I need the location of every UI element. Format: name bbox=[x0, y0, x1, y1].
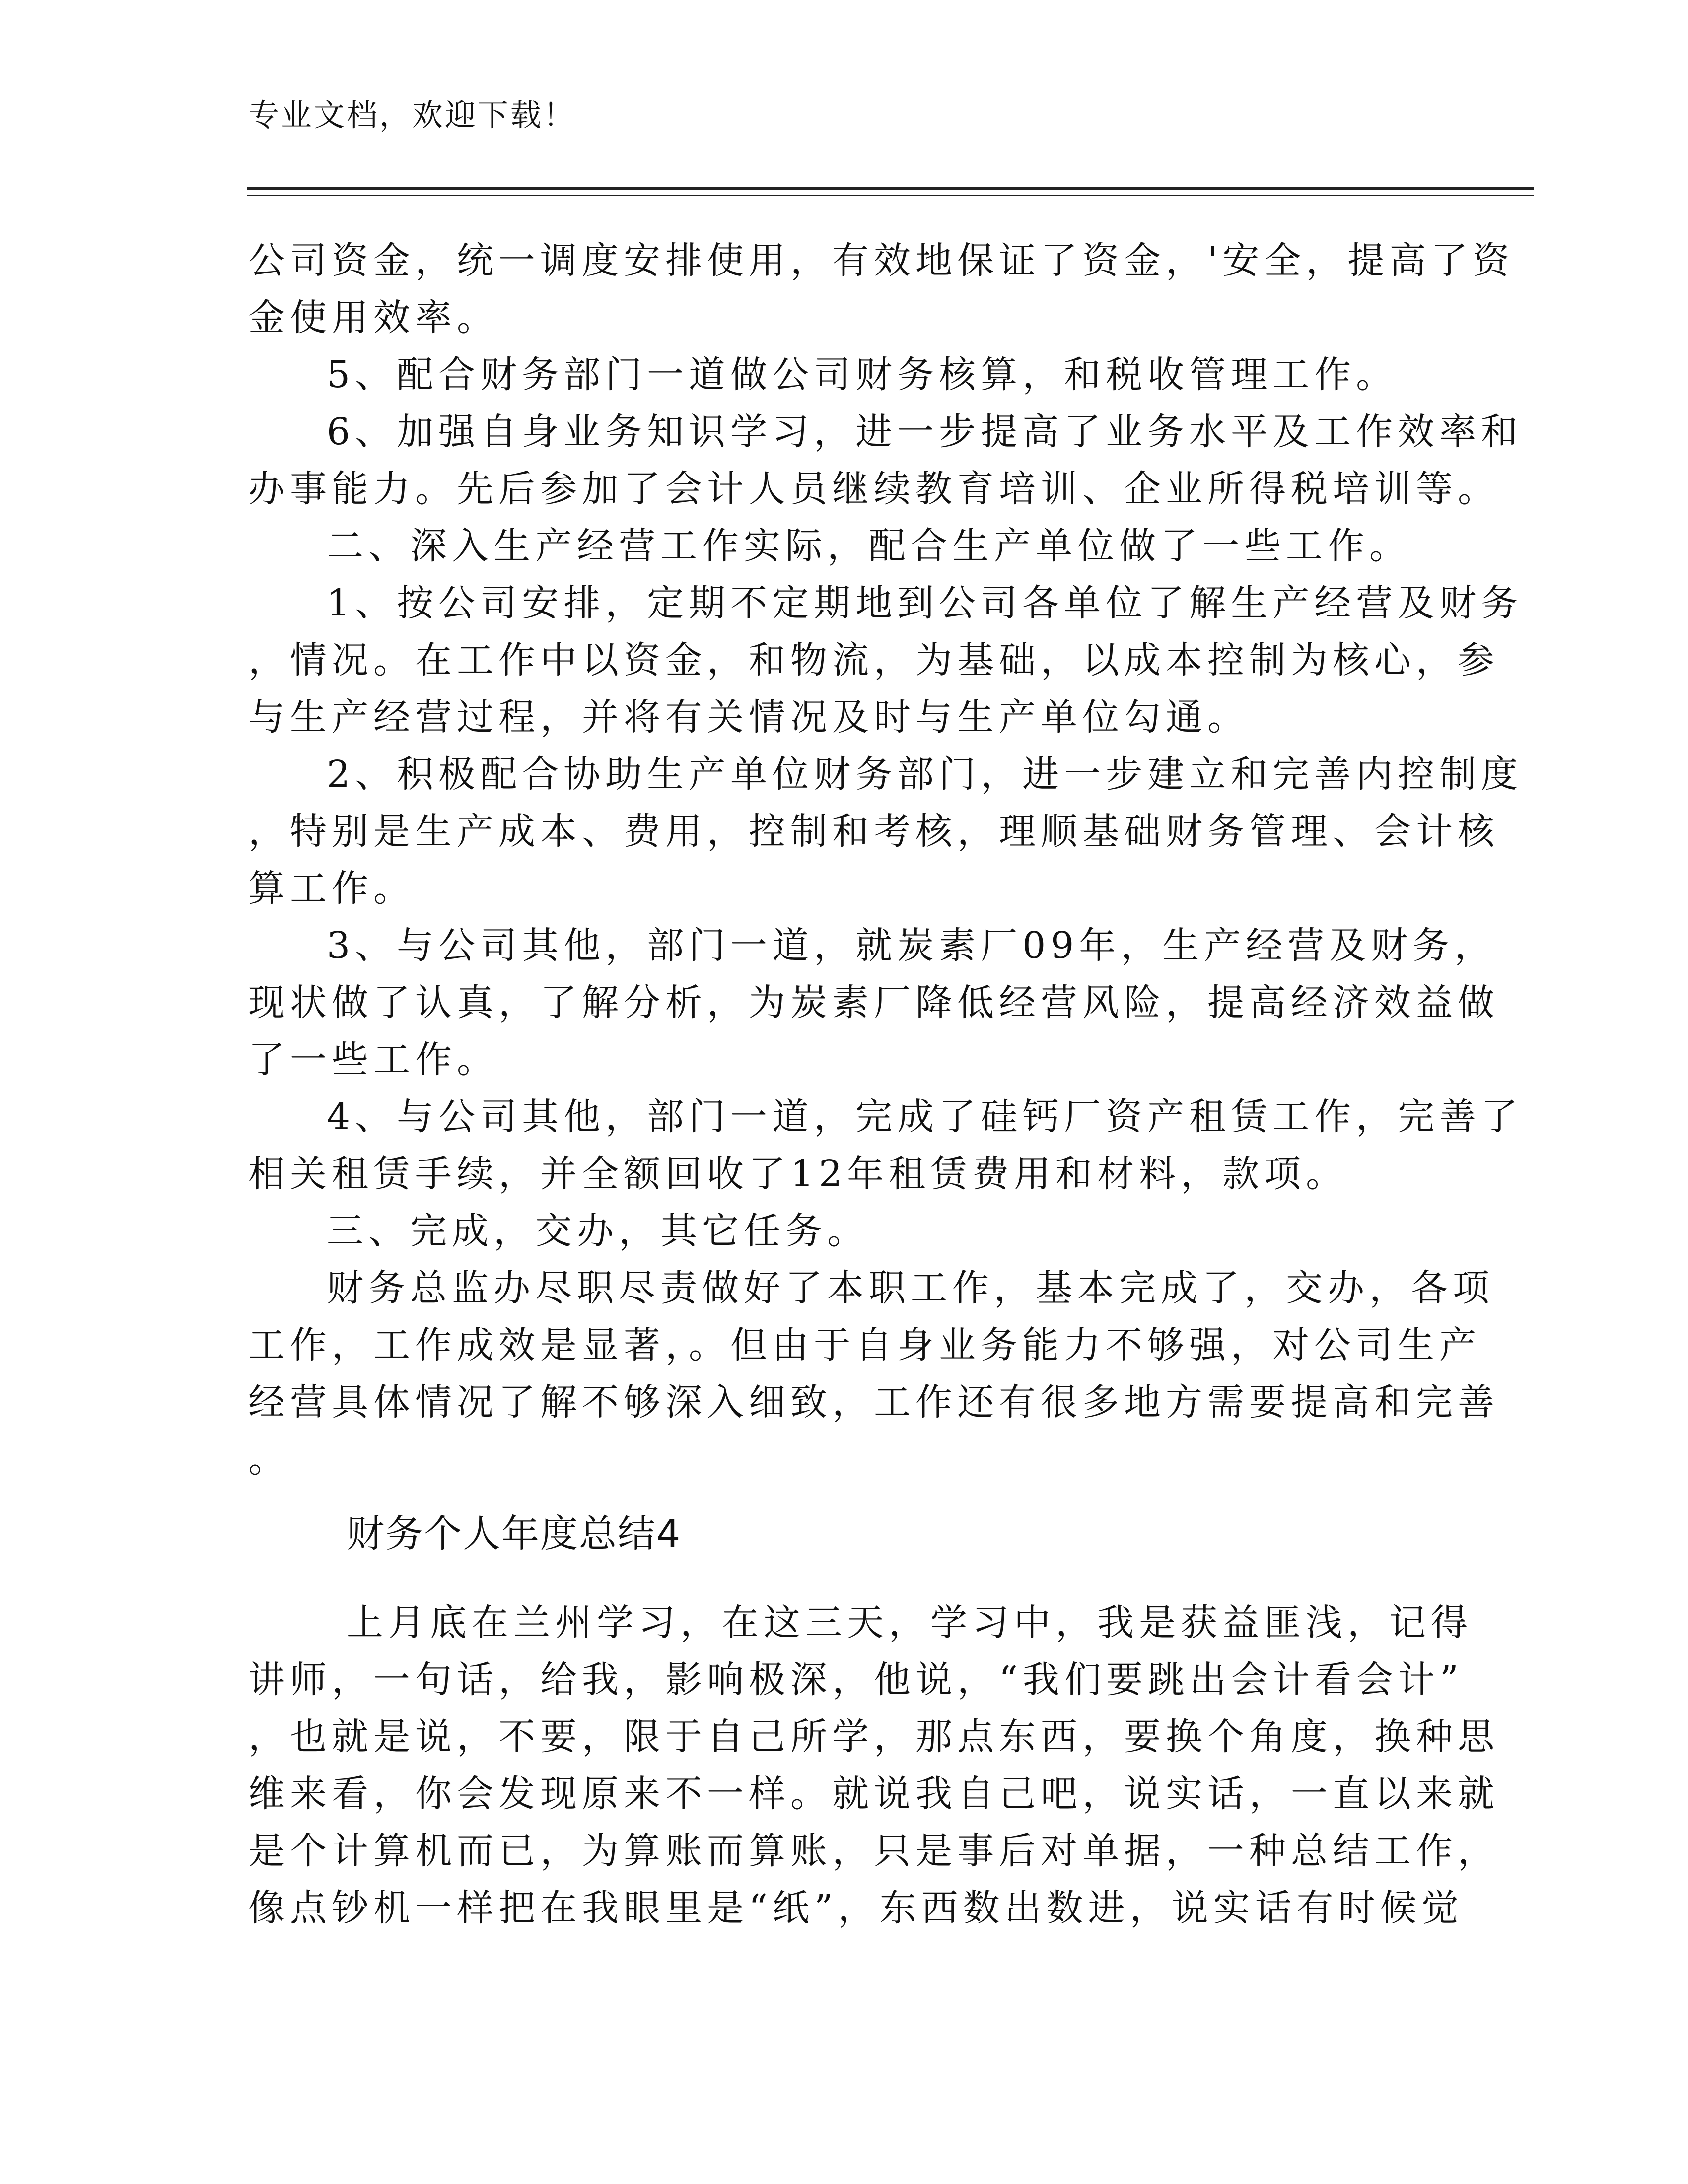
text-line: 二、深入生产经营工作实际，配合生产单位做了一些工作。 bbox=[327, 525, 1411, 567]
text-line: ，也就是说，不要，限于自己所学，那点东西，要换个角度，换种思 bbox=[248, 1715, 1499, 1758]
text-line: ，情况。在工作中以资金，和物流，为基础，以成本控制为核心，参 bbox=[248, 639, 1499, 682]
text-line: 公司资金，统一调度安排使用，有效地保证了资金，'安全，提高了资 bbox=[248, 239, 1515, 282]
text-line: 2、积极配合协助生产单位财务部门，进一步建立和完善内控制度 bbox=[327, 753, 1523, 796]
text-line: 像点钞机一样把在我眼里是“纸”，东西数出数进，说实话有时候觉 bbox=[248, 1887, 1464, 1929]
text-line: 讲师，一句话，给我，影响极深，他说，“我们要跳出会计看会计” bbox=[248, 1658, 1464, 1701]
text-line: 相关租赁手续，并全额回收了12年租赁费用和材料，款项。 bbox=[248, 1153, 1348, 1195]
text-line: 维来看，你会发现原来不一样。就说我自己吧，说实话，一直以来就 bbox=[248, 1773, 1499, 1815]
text-line: 上月底在兰州学习，在这三天，学习中，我是获益匪浅，记得 bbox=[347, 1601, 1473, 1644]
text-line: ，特别是生产成本、费用，控制和考核，理顺基础财务管理、会计核 bbox=[248, 810, 1499, 853]
text-line: 三、完成，交办，其它任务。 bbox=[327, 1210, 869, 1252]
text-line: 办事能力。先后参加了会计人员继续教育培训、企业所得税培训等。 bbox=[248, 468, 1499, 510]
text-line: 6、加强自身业务知识学习，进一步提高了业务水平及工作效率和 bbox=[327, 410, 1523, 453]
text-line: 5、配合财务部门一道做公司财务核算，和税收管理工作。 bbox=[327, 353, 1398, 396]
body-text-section-1 bbox=[248, 232, 1523, 1488]
text-line: 工作，工作成效是显著，。但由于自身业务能力不够强，对公司生产 bbox=[248, 1324, 1481, 1366]
section-heading: 财务个人年度总结4 bbox=[347, 1511, 682, 1556]
text-line: 了一些工作。 bbox=[248, 1038, 498, 1081]
page-header: 专业文档，欢迎下载！ bbox=[248, 97, 576, 133]
header-rule-thick bbox=[247, 187, 1534, 190]
header-rule-thin bbox=[247, 195, 1534, 196]
text-line: 是个计算机而已，为算账而算账，只是事后对单据，一种总结工作， bbox=[248, 1830, 1499, 1872]
text-line: 与生产经营过程，并将有关情况及时与生产单位勾通。 bbox=[248, 696, 1249, 739]
text-line: 财务总监办尽职尽责做好了本职工作，基本完成了，交办，各项 bbox=[327, 1267, 1494, 1309]
text-line: 经营具体情况了解不够深入细致，工作还有很多地方需要提高和完善 bbox=[248, 1381, 1499, 1424]
text-line: 3、与公司其他，部门一道，就炭素厂09年，生产经营及财务， bbox=[327, 924, 1496, 967]
body-text-section-2 bbox=[248, 1594, 1499, 1937]
text-line: 现状做了认真，了解分析，为炭素厂降低经营风险，提高经济效益做 bbox=[248, 981, 1499, 1024]
text-line: 。 bbox=[248, 1438, 290, 1481]
text-line: 金使用效率。 bbox=[248, 296, 498, 339]
text-line: 算工作。 bbox=[248, 867, 415, 910]
text-line: 4、与公司其他，部门一道，完成了硅钙厂资产租赁工作，完善了 bbox=[327, 1095, 1523, 1138]
text-line: 1、按公司安排，定期不定期地到公司各单位了解生产经营及财务 bbox=[327, 582, 1523, 624]
